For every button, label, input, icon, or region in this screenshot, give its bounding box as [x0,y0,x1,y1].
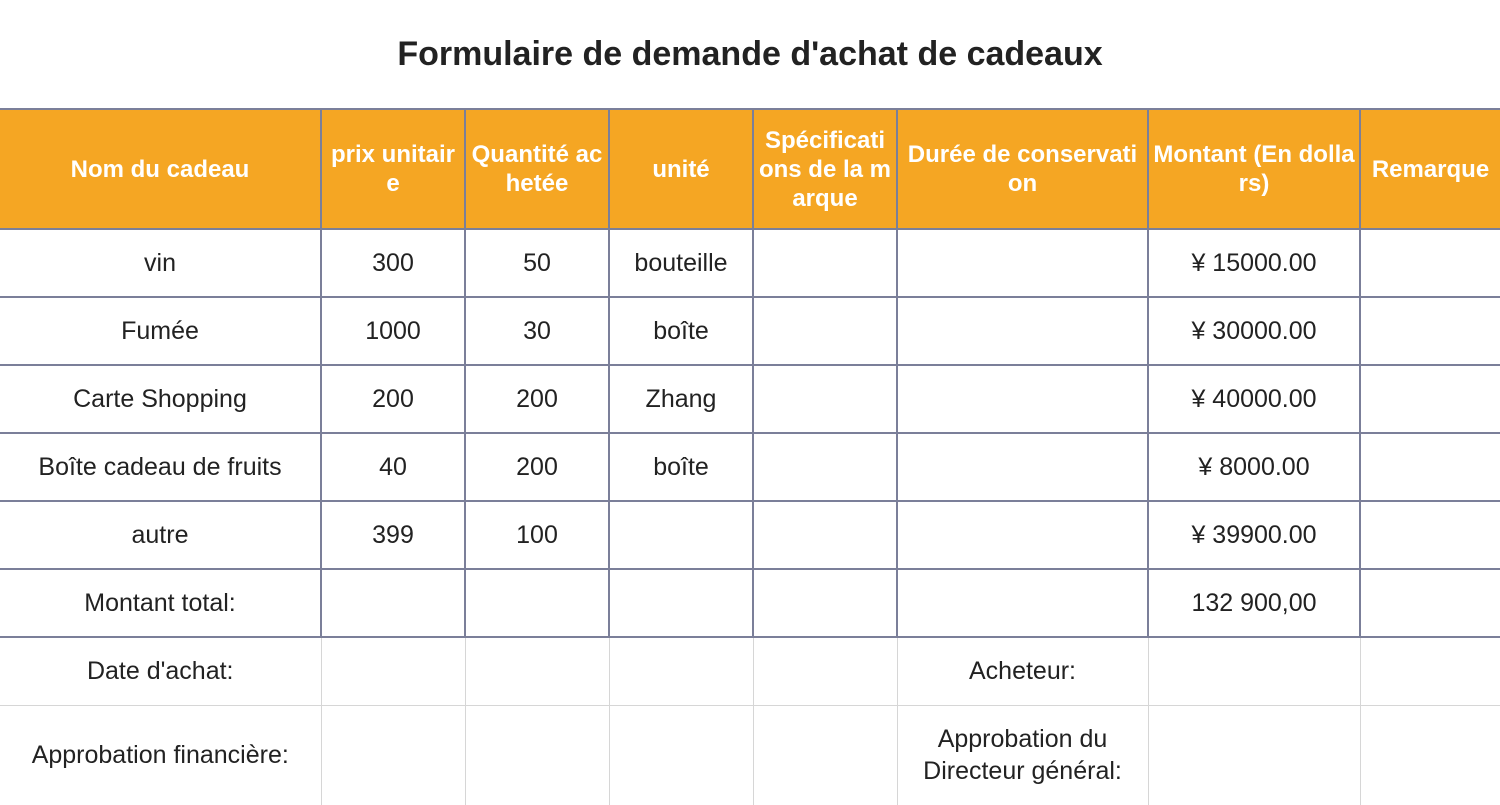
empty-cell[interactable] [753,637,897,705]
empty-cell[interactable] [1360,705,1500,805]
empty-cell[interactable] [321,705,465,805]
header-brand-spec[interactable]: Spécifications de la marque [753,109,897,229]
buyer-label[interactable]: Acheteur: [897,637,1148,705]
cell-remark[interactable] [1360,433,1500,501]
empty-cell[interactable] [609,705,753,805]
cell-brand-spec[interactable] [753,365,897,433]
approval-row [0,705,1500,805]
total-row [0,569,1500,637]
cell-brand-spec[interactable] [753,501,897,569]
cell-gift-name[interactable]: vin [0,229,321,297]
finance-approval-label[interactable]: Approbation financière: [0,705,321,805]
empty-cell[interactable] [609,637,753,705]
cell-gift-name[interactable]: autre [0,501,321,569]
header-unit[interactable]: unité [609,109,753,229]
cell-brand-spec[interactable] [753,433,897,501]
cell-remark[interactable] [1360,365,1500,433]
cell-unit[interactable]: boîte [609,433,753,501]
cell-unit-price[interactable]: 300 [321,229,465,297]
cell-unit-price[interactable]: 399 [321,501,465,569]
empty-cell[interactable] [1148,637,1360,705]
cell-amount[interactable]: ¥ 15000.00 [1148,229,1360,297]
cell-gift-name[interactable]: Boîte cadeau de fruits [0,433,321,501]
empty-cell[interactable] [321,637,465,705]
cell-brand-spec[interactable] [753,229,897,297]
cell-remark[interactable] [1360,501,1500,569]
empty-cell[interactable] [465,705,609,805]
cell-quantity[interactable]: 200 [465,365,609,433]
cell-quantity[interactable]: 200 [465,433,609,501]
header-quantity[interactable]: Quantité achetée [465,109,609,229]
purchase-date-row [0,637,1500,705]
cell-amount[interactable]: ¥ 30000.00 [1148,297,1360,365]
table-row [0,433,1500,501]
empty-cell[interactable] [609,569,753,637]
header-gift-name[interactable]: Nom du cadeau [0,109,321,229]
gift-purchase-table [0,108,1500,805]
cell-quantity[interactable]: 100 [465,501,609,569]
form-title: Formulaire de demande d'achat de cadeaux [397,34,1103,73]
empty-cell[interactable] [1148,705,1360,805]
cell-unit[interactable]: bouteille [609,229,753,297]
cell-amount[interactable]: ¥ 40000.00 [1148,365,1360,433]
cell-quantity[interactable]: 50 [465,229,609,297]
header-amount[interactable]: Montant (En dollars) [1148,109,1360,229]
cell-unit[interactable]: boîte [609,297,753,365]
table-row [0,365,1500,433]
empty-cell[interactable] [753,705,897,805]
empty-cell[interactable] [1360,637,1500,705]
cell-unit[interactable] [609,501,753,569]
total-value[interactable]: 132 900,00 [1148,569,1360,637]
cell-gift-name[interactable]: Fumée [0,297,321,365]
cell-unit-price[interactable]: 200 [321,365,465,433]
cell-unit[interactable]: Zhang [609,365,753,433]
cell-shelf-life[interactable] [897,501,1148,569]
empty-cell[interactable] [1360,569,1500,637]
cell-remark[interactable] [1360,297,1500,365]
empty-cell[interactable] [321,569,465,637]
header-shelf-life[interactable]: Durée de conservation [897,109,1148,229]
cell-remark[interactable] [1360,229,1500,297]
table-row [0,501,1500,569]
cell-shelf-life[interactable] [897,229,1148,297]
cell-shelf-life[interactable] [897,433,1148,501]
cell-amount[interactable]: ¥ 39900.00 [1148,501,1360,569]
empty-cell[interactable] [465,569,609,637]
empty-cell[interactable] [753,569,897,637]
cell-brand-spec[interactable] [753,297,897,365]
cell-unit-price[interactable]: 1000 [321,297,465,365]
cell-quantity[interactable]: 30 [465,297,609,365]
cell-shelf-life[interactable] [897,297,1148,365]
total-label[interactable]: Montant total: [0,569,321,637]
empty-cell[interactable] [897,569,1148,637]
cell-shelf-life[interactable] [897,365,1148,433]
empty-cell[interactable] [465,637,609,705]
cell-gift-name[interactable]: Carte Shopping [0,365,321,433]
table-row [0,297,1500,365]
header-unit-price[interactable]: prix unitaire [321,109,465,229]
header-row [0,109,1500,229]
header-remark[interactable]: Remarque [1360,109,1500,229]
table-row [0,229,1500,297]
director-approval-label[interactable]: Approbation du Directeur général: [897,705,1148,805]
cell-unit-price[interactable]: 40 [321,433,465,501]
cell-amount[interactable]: ¥ 8000.00 [1148,433,1360,501]
purchase-date-label[interactable]: Date d'achat: [0,637,321,705]
